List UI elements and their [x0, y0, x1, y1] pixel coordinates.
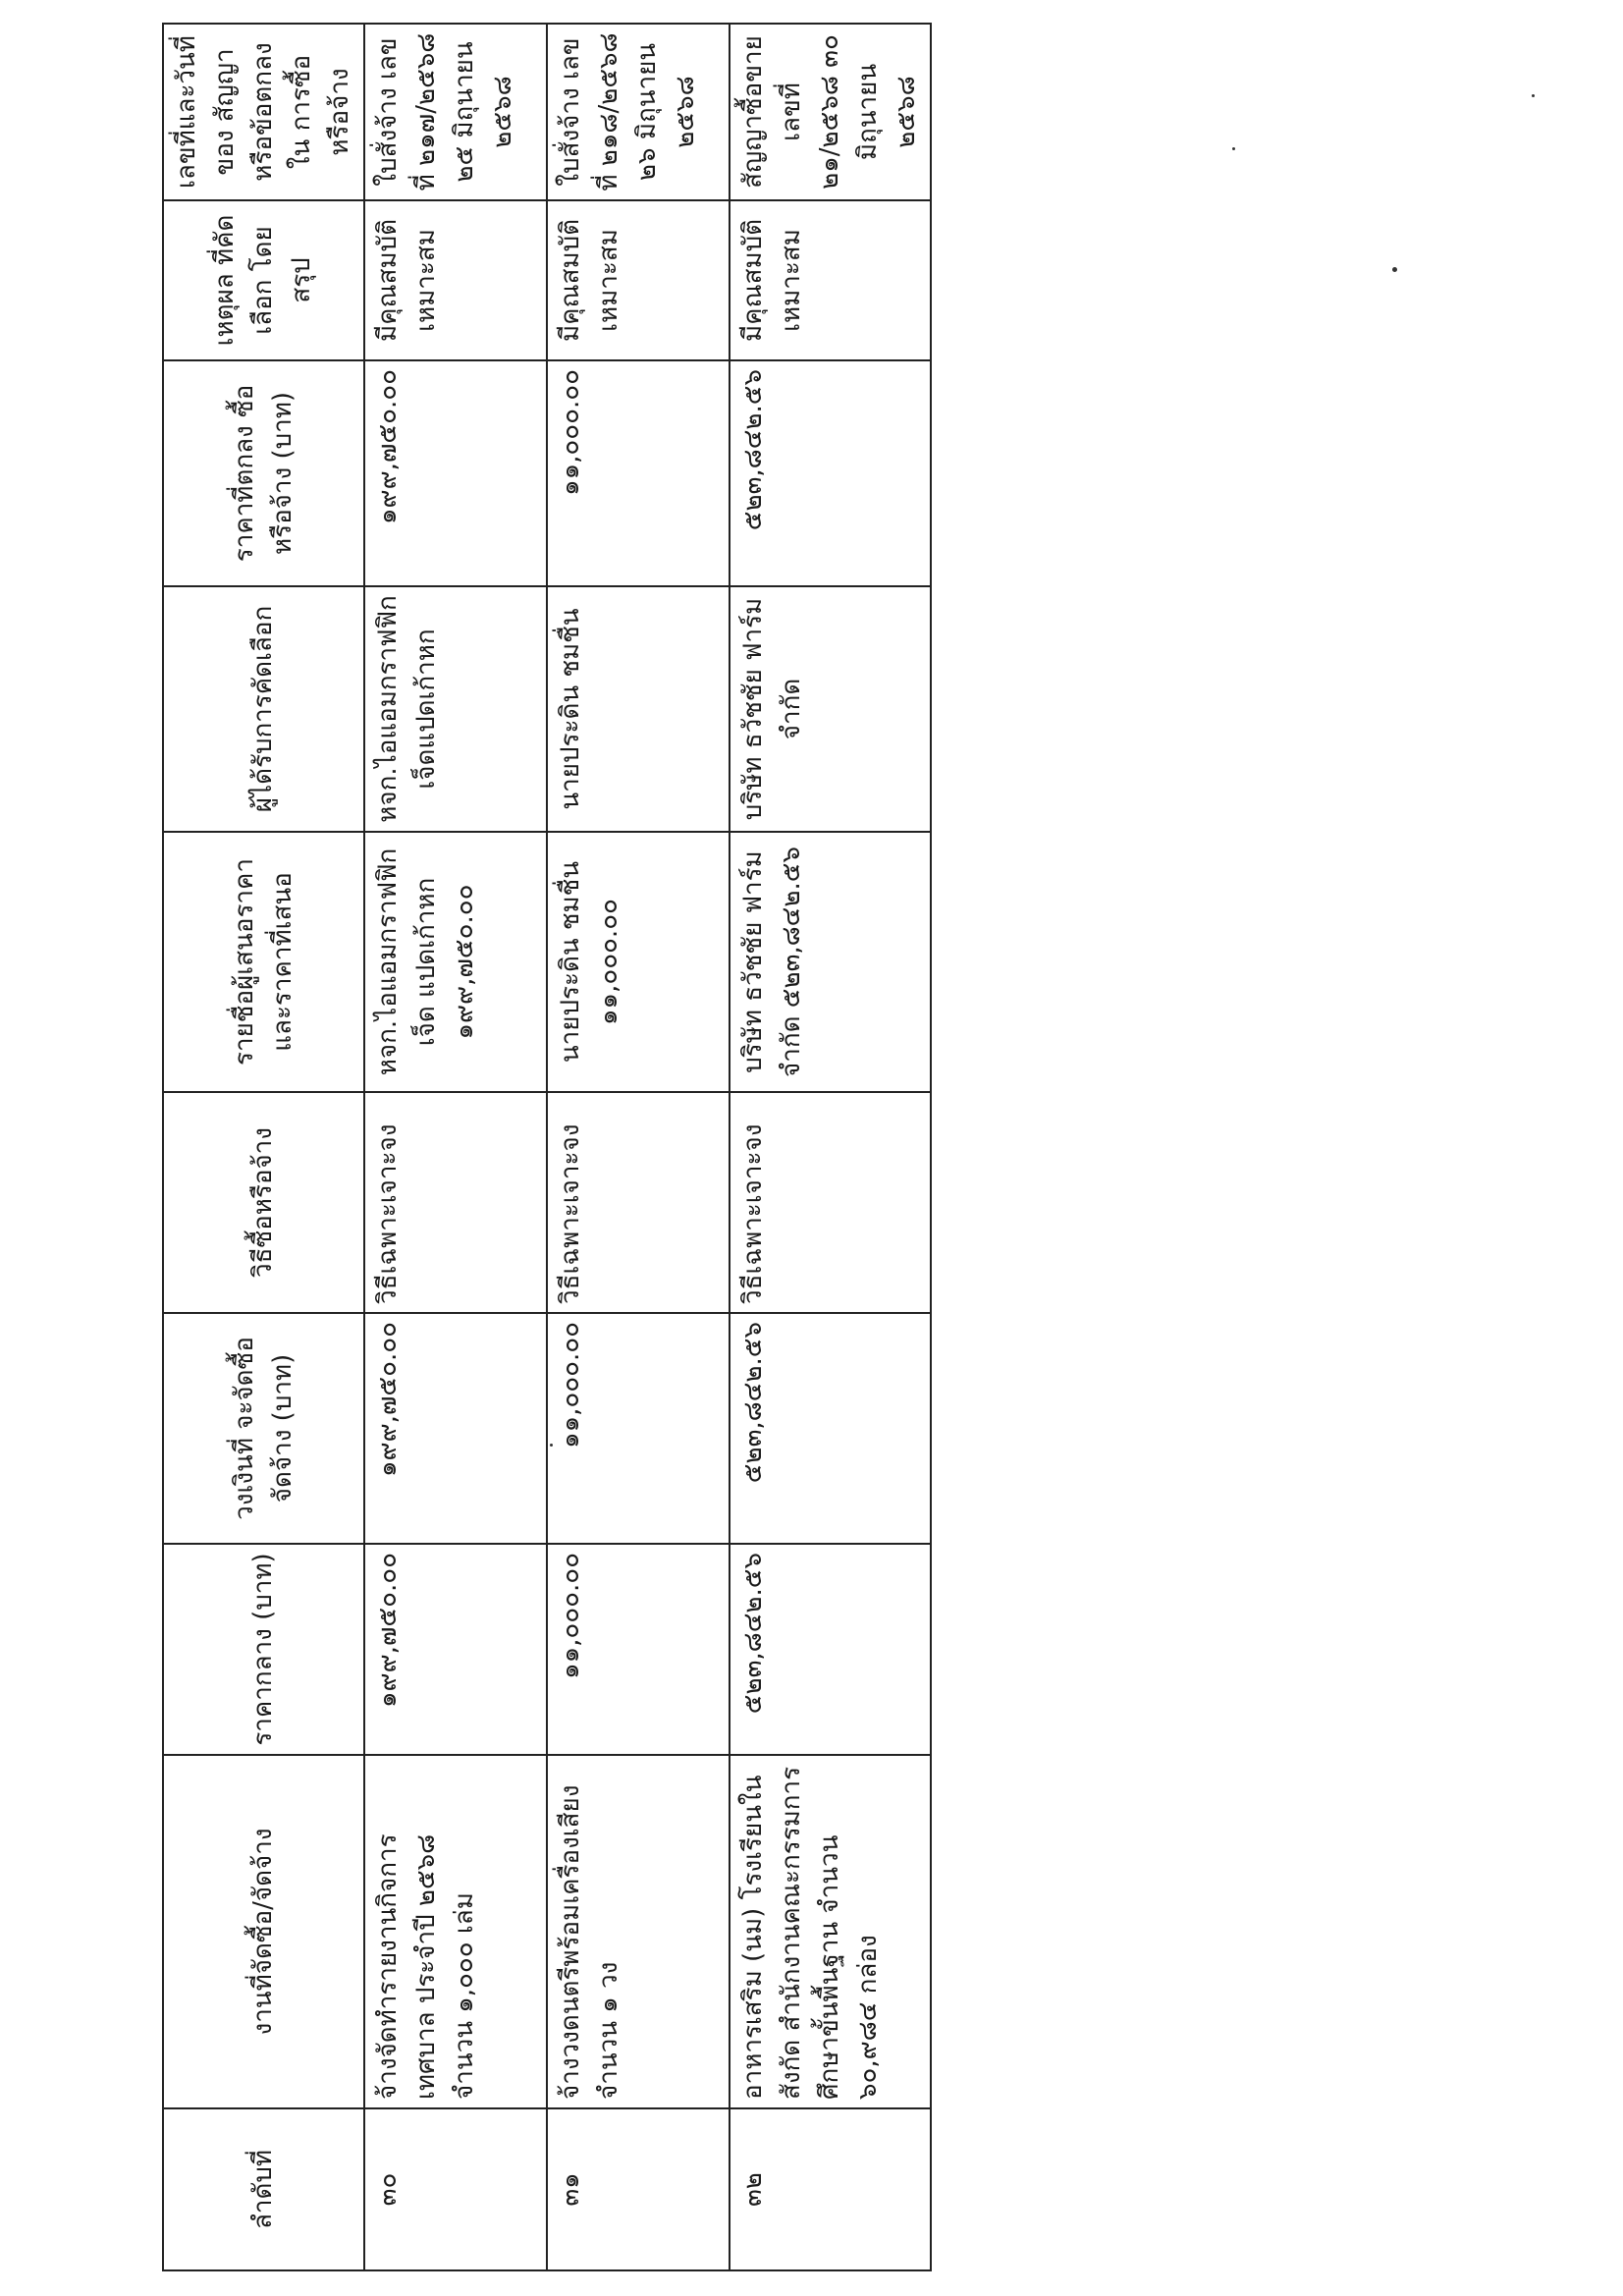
cell-agreed-price: ๑๙๙,๗๕๐.๐๐ — [364, 360, 547, 586]
header-agreed-price: ราคาที่ตกลง ซื้อหรือจ้าง (บาท) — [163, 360, 364, 586]
scan-speck — [1532, 94, 1535, 97]
cell-reason: มีคุณสมบัติ เหมาะสม — [547, 200, 730, 360]
cell-selected: บริษัท ธวัชชัย ฟาร์ม จำกัด — [730, 586, 931, 832]
cell-budget: ๑๑,๐๐๐.๐๐ — [547, 1313, 730, 1544]
cell-bidders: หจก.ไอแอมกราฟฟิกเจ็ด แปดเก้าหก ๑๙๙,๗๕๐.๐๐ — [364, 832, 547, 1092]
cell-contract: ใบสั่งจ้าง เลขที่ ๒๑๗/๒๕๖๘ ๒๕ มิถุนายน ๒๕๖๘ — [364, 24, 547, 200]
cell-work: จ้างวงดนตรีพร้อมเครื่องเสียง จำนวน ๑ วง — [547, 1755, 730, 2108]
header-reason: เหตุผล ที่คัดเลือก โดยสรุป — [163, 200, 364, 360]
cell-contract: ใบสั่งจ้าง เลขที่ ๒๑๘/๒๕๖๘ ๒๖ มิถุนายน ๒๕๖๘ — [547, 24, 730, 200]
cell-bidders: บริษัท ธวัชชัย ฟาร์ม จำกัด ๕๒๓,๘๔๒.๕๖ — [730, 832, 931, 1092]
cell-agreed-price: ๑๑,๐๐๐.๐๐ — [547, 360, 730, 586]
header-method: วิธีซื้อหรือจ้าง — [163, 1092, 364, 1313]
cell-budget: ๑๙๙,๗๕๐.๐๐ — [364, 1313, 547, 1544]
procurement-summary-table — [162, 23, 932, 2271]
cell-method: วิธีเฉพาะเจาะจง — [730, 1092, 931, 1313]
table-header-row — [163, 24, 364, 2270]
cell-budget: ๕๒๓,๘๔๒.๕๖ — [730, 1313, 931, 1544]
cell-no: ๓๐ — [364, 2108, 547, 2270]
cell-work: จ้างจัดทำรายงานกิจการเทศบาล ประจำปี ๒๕๖๘ จำนวน ๑,๐๐๐ เล่ม — [364, 1755, 547, 2108]
cell-no: ๓๑ — [547, 2108, 730, 2270]
header-bidders: รายชื่อผู้เสนอราคา และราคาที่เสนอ — [163, 832, 364, 1092]
scan-speck — [1232, 147, 1235, 150]
cell-median-price: ๕๒๓,๘๔๒.๕๖ — [730, 1544, 931, 1755]
cell-median-price: ๑๑,๐๐๐.๐๐ — [547, 1544, 730, 1755]
cell-reason: มีคุณสมบัติ เหมาะสม — [364, 200, 547, 360]
cell-median-price: ๑๙๙,๗๕๐.๐๐ — [364, 1544, 547, 1755]
header-no: ลำดับที่ — [163, 2108, 364, 2270]
scan-speck — [550, 1444, 553, 1447]
header-work: งานที่จัดซื้อ/จัดจ้าง — [163, 1755, 364, 2108]
header-budget: วงเงินที่ จะจัดซื้อจัดจ้าง (บาท) — [163, 1313, 364, 1544]
cell-agreed-price: ๕๒๓,๘๔๒.๕๖ — [730, 360, 931, 586]
table-row — [547, 24, 730, 2270]
table-row — [730, 24, 931, 2270]
cell-method: วิธีเฉพาะเจาะจง — [547, 1092, 730, 1313]
table-row — [364, 24, 547, 2270]
header-selected: ผู้ได้รับการคัดเลือก — [163, 586, 364, 832]
scan-speck — [1392, 267, 1397, 272]
cell-bidders: นายประดิน ชมชื่น ๑๑,๐๐๐.๐๐ — [547, 832, 730, 1092]
cell-selected: หจก.ไอแอมกราฟฟิก เจ็ดแปดเก้าหก — [364, 586, 547, 832]
header-contract: เลขที่และวันที่ของ สัญญา หรือข้อตกลงใน การซื้อหรือจ้าง — [163, 24, 364, 200]
cell-no: ๓๒ — [730, 2108, 931, 2270]
cell-work: อาหารเสริม (นม) โรงเรียนในสังกัด สำนักงานคณะกรรมการศึกษาขั้นพื้นฐาน จำนวน ๖๐,๙๘๔ กล่อง — [730, 1755, 931, 2108]
cell-selected: นายประดิน ชมชื่น — [547, 586, 730, 832]
cell-method: วิธีเฉพาะเจาะจง — [364, 1092, 547, 1313]
cell-contract: สัญญาซื้อขาย เลขที่ ๒๑/๒๕๖๘ ๓๐ มิถุนายน ๒๕๖๘ — [730, 24, 931, 200]
cell-reason: มีคุณสมบัติ เหมาะสม — [730, 200, 931, 360]
header-median-price: ราคากลาง (บาท) — [163, 1544, 364, 1755]
